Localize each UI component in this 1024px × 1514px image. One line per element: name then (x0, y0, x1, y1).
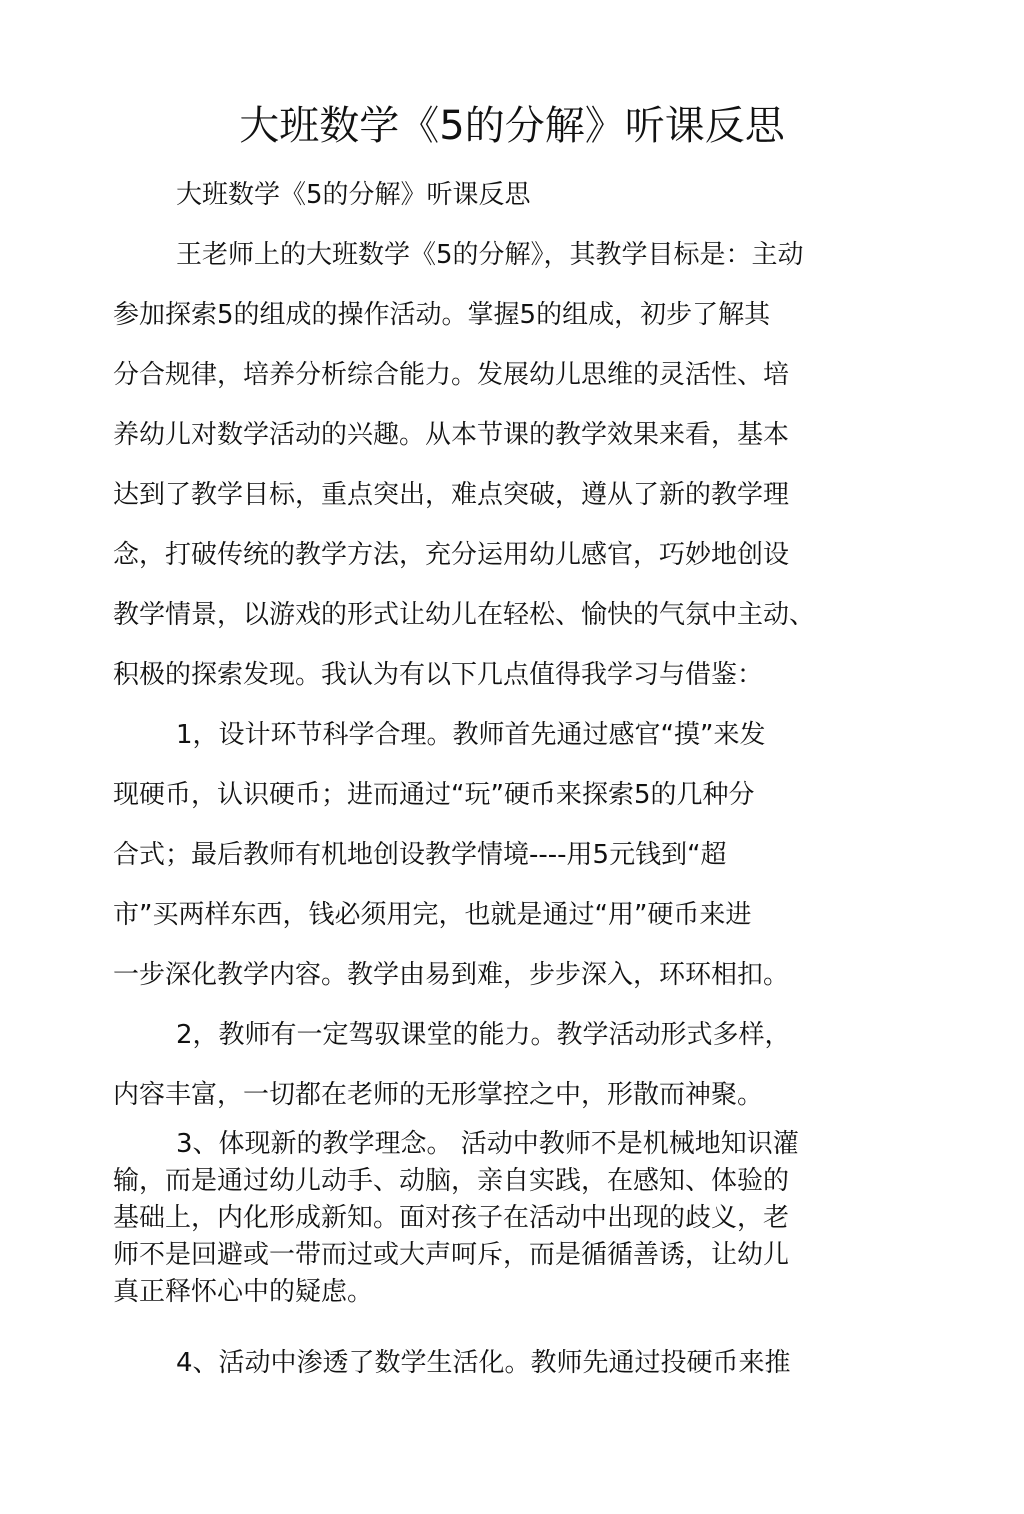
paragraph-line: 基础上，内化形成新知。面对孩子在活动中出现的歧义，老 (113, 1203, 790, 1233)
paragraph-line: 合式；最后教师有机地创设教学情境----用5元钱到“超 (113, 840, 727, 870)
paragraph-line: 参加探索5的组成的操作活动。掌握5的组成，初步了解其 (113, 300, 771, 330)
document-title: 大班数学《5的分解》听课反思 (239, 103, 785, 149)
paragraph-line: 念，打破传统的教学方法，充分运用幼儿感官，巧妙地创设 (113, 540, 790, 570)
paragraph-line: 师不是回避或一带而过或大声呵斥，而是循循善诱，让幼儿 (113, 1240, 790, 1270)
paragraph-line: 现硬币，认识硬币；进而通过“玩”硬币来探索5的几种分 (113, 780, 755, 810)
paragraph-line: 一步深化教学内容。教学由易到难，步步深入，环环相扣。 (113, 960, 790, 990)
paragraph-line: 市”买两样东西，钱必须用完，也就是通过“用”硬币来进 (113, 900, 752, 930)
paragraph-line: 内容丰富，一切都在老师的无形掌控之中，形散而神聚。 (113, 1080, 764, 1110)
paragraph-line: 王老师上的大班数学《5的分解》，其教学目标是：主动 (176, 240, 804, 270)
paragraph-line: 4、活动中渗透了数学生活化。教师先通过投硬币来推 (176, 1348, 791, 1378)
paragraph-line: 养幼儿对数学活动的兴趣。从本节课的教学效果来看，基本 (113, 420, 790, 450)
paragraph-line: 1，设计环节科学合理。教师首先通过感官“摸”来发 (176, 720, 766, 750)
paragraph-line: 积极的探索发现。我认为有以下几点值得我学习与借鉴： (113, 660, 764, 690)
paragraph-line: 大班数学《5的分解》听课反思 (176, 180, 531, 210)
paragraph-line: 2，教师有一定驾驭课堂的能力。教学活动形式多样， (176, 1020, 791, 1050)
paragraph-line: 真正释怀心中的疑虑。 (113, 1277, 374, 1307)
paragraph-line: 输，而是通过幼儿动手、动脑，亲自实践，在感知、体验的 (113, 1166, 790, 1196)
paragraph-line: 达到了教学目标，重点突出，难点突破，遵从了新的教学理 (113, 480, 790, 510)
paragraph-line: 教学情景，以游戏的形式让幼儿在轻松、愉快的气氛中主动、 (113, 600, 816, 630)
paragraph-line: 3、体现新的教学理念。 活动中教师不是机械地知识灌 (176, 1129, 799, 1159)
paragraph-line: 分合规律，培养分析综合能力。发展幼儿思维的灵活性、培 (113, 360, 790, 390)
